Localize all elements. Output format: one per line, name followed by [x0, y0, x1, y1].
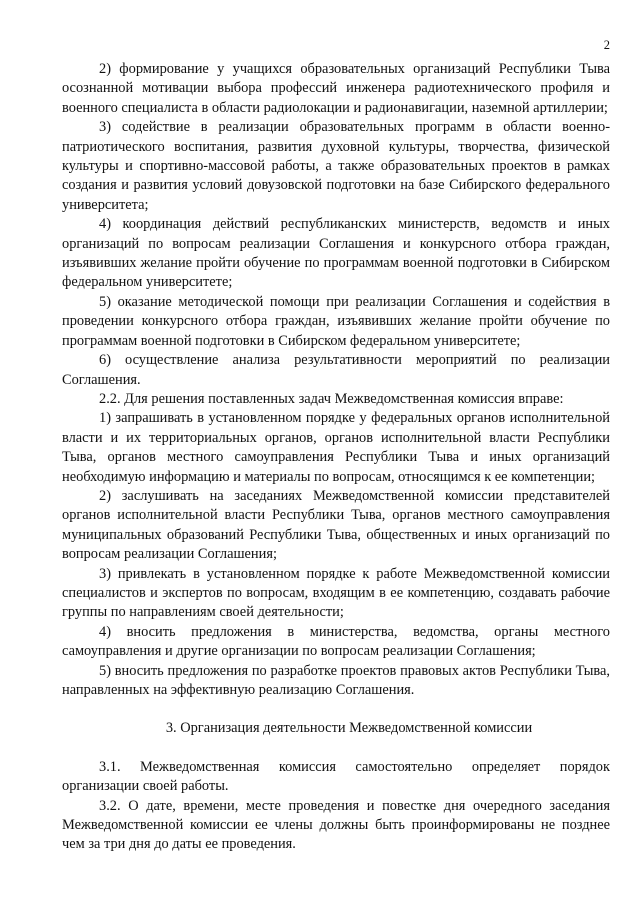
paragraph: 3) привлекать в установленном порядке к работе Межведомственной комиссии специалистов и экспертов по вопросам, входящим в ее компетенцию, создавать рабочие группы по направлениям своей деятельности; [62, 565, 610, 621]
paragraph: 5) вносить предложения по разработке проектов правовых актов Республики Тыва, направленных на эффективную реализацию Соглашения. [62, 662, 610, 698]
paragraph: 4) координация действий республиканских министерств, ведомств и иных организаций по вопросам реализации Соглашения и конкурсного отбора граждан, изъявивших желание пройти обучение по программам военной подготовки в Сибирском федеральном университете; [62, 216, 610, 291]
paragraph: 5) оказание методической помощи при реализации Соглашения и содействия в проведении конкурсного отбора граждан, изъявивших желание пройти обучение по программам военной подготовки в Сибирском федеральном университете; [62, 293, 610, 349]
paragraph: 1) запрашивать в установленном порядке у федеральных органов исполнительной власти и их территориальных органов, органов исполнительной власти Республики Тыва, органов местного самоуправления Республики Тыва и иных организаций необходимую информацию и материалы по вопросам, относящимся к ее компетенции; [62, 410, 610, 485]
paragraph: 6) осуществление анализа результативности мероприятий по реализации Соглашения. [62, 352, 610, 388]
page-number: 2 [603, 38, 610, 52]
paragraph: 3.2. О дате, времени, месте проведения и повестке дня очередного заседания Межведомственной комиссии ее члены должны быть проинформированы не позднее чем за три дня до даты ее проведения. [62, 797, 610, 853]
document-body [62, 60, 610, 855]
paragraph: 2.2. Для решения поставленных задач Межведомственная комиссия вправе: [99, 390, 564, 407]
paragraph: 3) содействие в реализации образовательных программ в области военно-патриотического воспитания, развития духовной культуры, творчества, физической культуры и спортивно-массовой работы, а также образовательных проектов в рамках создания и развития условий довузовской подготовки на базе Сибирского федерального университета; [62, 119, 610, 213]
paragraph: 3.1. Межведомственная комиссия самостоятельно определяет порядок организации своей работы. [62, 758, 610, 795]
paragraph: 2) заслушивать на заседаниях Межведомственной комиссии представителей органов исполнительной власти Республики Тыва, органов местного самоуправления муниципальных образований Республики Тыва, общественных и иных организаций по вопросам реализации Соглашения; [62, 487, 610, 563]
paragraph: 2) формирование у учащихся образовательных организаций Республики Тыва осознанной мотивации выбора профессий инженера радиотехнического профиля и военного специалиста в области радиолокации и радионавигации, наземной артиллерии; [62, 61, 610, 116]
paragraph: 4) вносить предложения в министерства, ведомства, органы местного самоуправления и другие организации по вопросам реализации Соглашения; [62, 623, 610, 660]
section-heading: 3. Организация деятельности Межведомственной комиссии [165, 720, 533, 737]
